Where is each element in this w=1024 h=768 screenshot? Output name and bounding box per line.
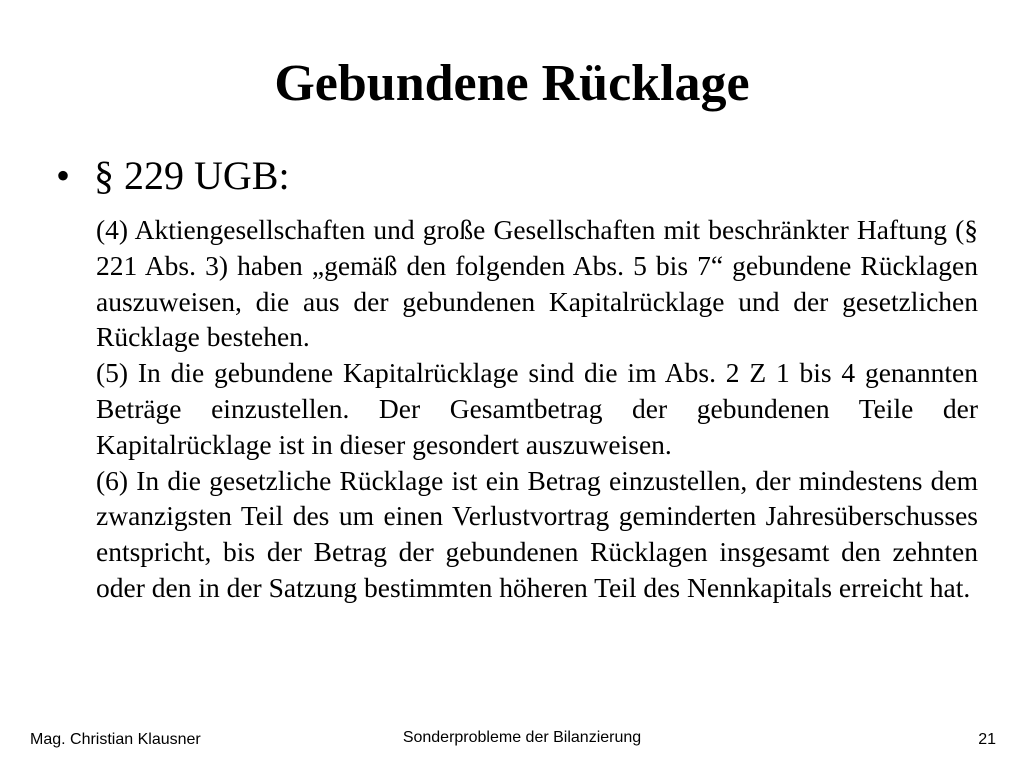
footer-page-number: 21: [978, 731, 996, 748]
paragraph-6: (6) In die gesetzliche Rücklage ist ein Betrag einzustellen, der mindestens dem zwanzigsten Teil des um einen Verlustvortrag geminderten Jahresüberschusses entspricht, bis der Betrag der gebundenen Rücklagen insgesamt den zehnten oder den in der Satzung bestimmten höheren Teil des Nennkapitals erreicht hat.: [96, 464, 978, 603]
bullet-text: § 229 UGB:: [94, 153, 290, 198]
footer-author: Mag. Christian Klausner: [30, 731, 201, 748]
bullet-item: [56, 152, 290, 200]
law-text: [96, 212, 978, 606]
footer-topic: Sonderprobleme der Bilanzierung: [402, 729, 642, 746]
bullet-dot-icon: •: [56, 153, 71, 198]
paragraph-5: (5) In die gebundene Kapitalrücklage sind die im Abs. 2 Z 1 bis 4 genannten Beträge einzustellen. Der Gesamtbetrag der gebundenen Teile der Kapitalrücklage ist in dieser gesondert auszuweisen.: [96, 357, 978, 460]
paragraph-4: (4) Aktiengesellschaften und große Gesellschaften mit beschränkter Haftung (§ 221 Abs. 3) haben „gemäß den folgenden Abs. 5 bis 7“ gebundene Rücklagen auszuweisen, die aus der gebundenen Kapitalrücklage und der gesetzlichen Rücklage bestehen.: [96, 214, 978, 353]
slide-title: Gebundene Rücklage: [274, 55, 750, 112]
